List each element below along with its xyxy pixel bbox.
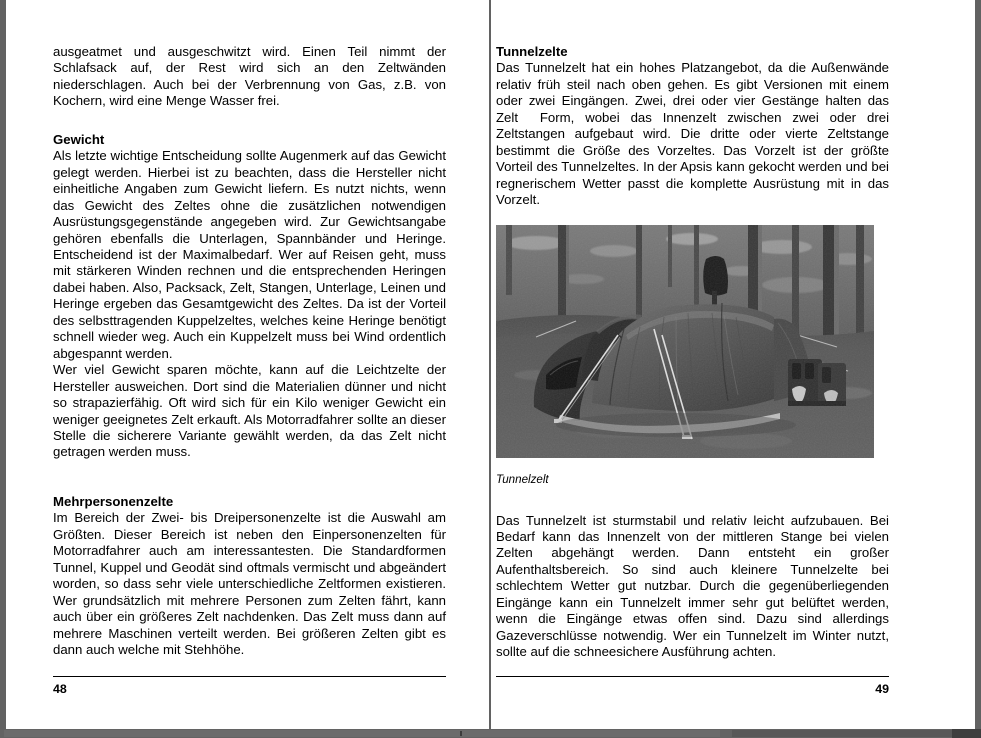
page-number-right: 49 [875, 682, 889, 696]
paragraph-gewicht-2: Wer viel Gewicht sparen möchte, kann auf die Leichtzelte der Hersteller ausweichen. Dort sind die Materialien dünner und nicht so strapazierfähig. Oft wird sich für ein Kilo weniger Gewicht ein weniger geeignetes Zelt erkauft. Als Motorradfahrer sollte an dieser Stelle die sicherere Variante gewählt werden, da das Zelt nicht getragen werden muss. [53, 362, 450, 460]
heading-tunnelzelte: Tunnelzelte [496, 44, 568, 59]
figure-tunnelzelt-photo [496, 225, 874, 458]
scrollbar-thumb[interactable] [4, 730, 720, 737]
heading-mehrpersonenzelte: Mehrpersonenzelte [53, 493, 174, 509]
page-right-footer [496, 676, 889, 697]
paragraph-gewicht-1: Als letzte wichtige Entscheidung sollte Augenmerk auf das Gewicht gelegt werden. Hierbei ist zu beachten, dass die Hersteller nicht einheitliche Angaben zum Gewicht liefern. Es nutzt nichts, wenn das Gewicht des Zeltes ohne die zusätzlichen notwendigen Ausrüstungsgegenstände angegeben wird. Zur Gewichtsangabe gehören ebenfalls die Unterlagen, Spannbänder und Heringe. Entscheidend ist der Maximalbedarf. Wer auf Reisen geht, muss mit stärkeren Winden rechnen und die entsprechenden Heringen dabei haben. Also, Packsack, Zelt, Stangen, Unterlage, Leinen und Heringe ergeben das Gesamtgewicht des Zeltes. Da ist der Vorteil des selbsttragenden Kuppelzeltes, welches keine Heringe benötigt schnell wieder weg. Auch ein Kuppelzelt muss bei Wind ordentlich abgespannt werden. [53, 148, 450, 361]
page-spread [6, 0, 975, 731]
heading-gewicht: Gewicht [53, 131, 105, 147]
page-left[interactable] [6, 0, 489, 731]
spacer [53, 461, 446, 494]
page-left-content [53, 44, 450, 731]
paragraph-tunnelzelt-detail: Das Tunnelzelt ist sturmstabil und relativ leicht aufzubauen. Bei Bedarf kann das Innenzelt von der mittleren Stange bei vielen Zelten abgehängt werden. Dann entsteht ein großer Aufenthaltsbereich. So sind auch kleinere Tunnelzelte bei schlechtem Wetter gut nutzbar. Durch die gegenüberliegenden Eingänge kann ein Tunnelzelt immer sehr gut belüftet werden, wenn die Eingänge etwas offen sind. Dazu sind allerdings Gazeverschlüsse notwendig. Wer ein Tunnelzelt im Winter nutzt, sollte auf die schneesichere Ausführung achten. [496, 512, 893, 660]
page-number-left: 48 [53, 682, 67, 696]
figure-caption: Tunnelzelt [496, 472, 549, 486]
spacer [496, 487, 889, 513]
scrollbar-end-cap[interactable] [952, 729, 981, 738]
scrollbar-track-segment[interactable] [732, 730, 968, 737]
paragraph-humidity: ausgeatmet und ausgeschwitzt wird. Einen Teil nimmt der Schlafsack auf, der Rest wird sich an den Zeltwänden niederschlagen. Auch bei der Verbrennung von Gas, z.B. von Kochern, wird eine Menge Wasser frei. [53, 44, 450, 109]
scrollbar-tick [460, 731, 462, 736]
page-right-content [496, 44, 893, 731]
page-left-footer [53, 676, 446, 697]
tent-photo-graphic [496, 225, 874, 458]
spacer [53, 110, 446, 132]
paragraph-mehrpersonenzelte: Im Bereich der Zwei- bis Dreipersonenzelte ist die Auswahl am Größten. Dieser Bereich ist neben den Einpersonenzelten für Motorradfahrer auch am interessantesten. Die Standardformen Tunnel, Kuppel und Geodät sind oftmals vermischt und abgeändert worden, so dass sehr viele unterschiedliche Zeltformen existieren. Wer grundsätzlich mit mehrere Personen zum Zelten fährt, kann auch über ein größeres Zelt nachdenken. Das Zelt muss dann auf mehrere Maschinen verteilt werden. Bei größeren Zelten gibt es dann auch welche mit Stehhöhe. [53, 510, 450, 657]
spacer [496, 458, 889, 472]
page-right[interactable] [491, 0, 975, 731]
paragraph-tunnelzelt-intro: Das Tunnelzelt hat ein hohes Platzangebot, da die Außenwände relativ früh steil nach oben gehen. Es gibt Versionen mit einem oder zwei Eingängen. Zwei, drei oder vier Gestänge halten das Zelt Form, wobei das Innenzelt zwischen zwei oder drei Zeltstangen aufgebaut wird. Die dritte oder vierte Zeltstange bestimmt die Größe des Vorzeltes. Das Vorzelt ist der größte Vorteil des Tunnelzeltes. In der Apsis kann gekocht werden und bei regnerischem Wetter passt die komplette Ausrüstung mit in das Vorzelt. [496, 60, 893, 208]
horizontal-scrollbar[interactable] [0, 729, 981, 738]
spacer [496, 209, 889, 225]
